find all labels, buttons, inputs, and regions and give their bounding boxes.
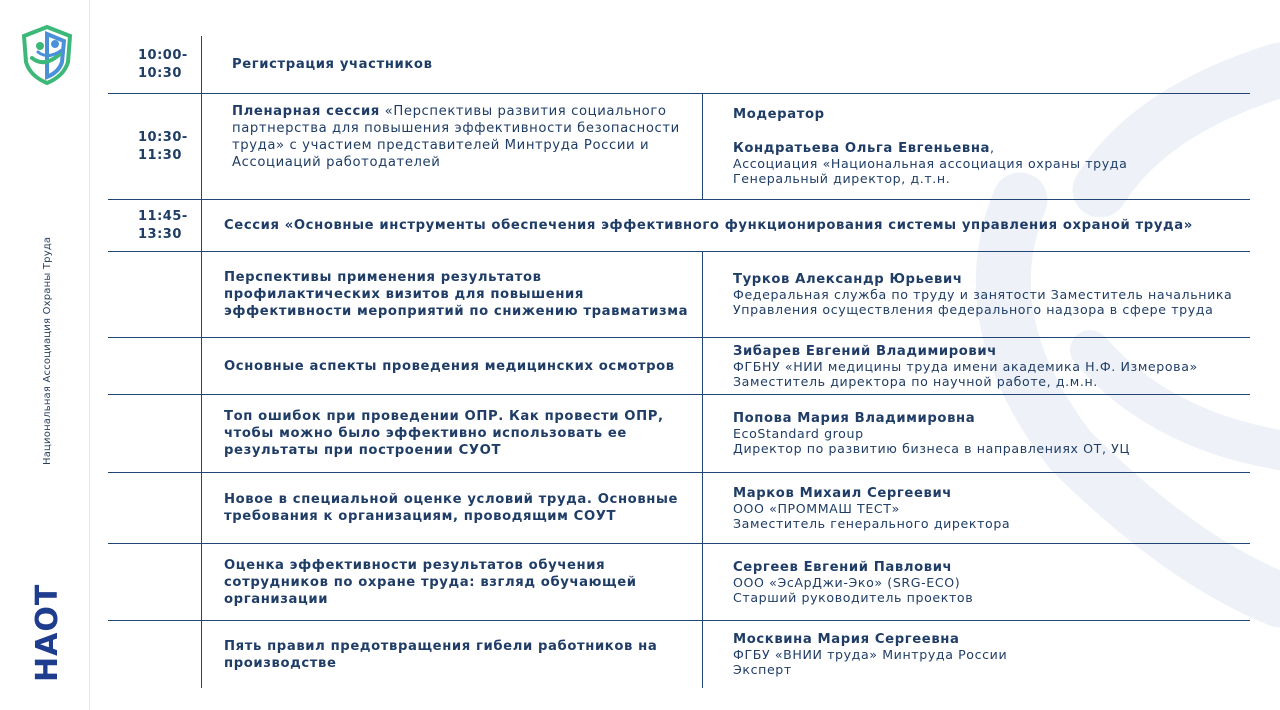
speaker-cell (702, 395, 1250, 472)
speaker-name: Турков Александр Юрьевич (733, 272, 963, 287)
title-cell: Основные аспекты проведения медицинских осмотров (224, 358, 675, 374)
session-description: «Перспективы развития социального партнерства для повышения эффективности безопасности труда» с участием представителей Минтруда России и Ассоциаций работодателей (232, 104, 680, 170)
speaker-name: Сергеев Евгений Павлович (733, 559, 953, 575)
agenda-table (108, 36, 1250, 688)
speaker-role: Старший руководитель проектов (733, 589, 974, 605)
agenda-row-talk (108, 473, 1250, 544)
title-cell (202, 94, 702, 199)
speaker-cell (702, 621, 1250, 688)
speaker-name: Попова Мария Владимировна (733, 411, 976, 426)
agenda-row-session (108, 200, 1250, 252)
speaker-role: Эксперт (733, 662, 792, 677)
title-cell: Пять правил предотвращения гибели работников на производстве (224, 638, 658, 671)
title-cell: Перспективы применения результатов профилактических визитов для повышения эффективности мероприятий по снижению травматизма (224, 270, 689, 319)
time-cell (108, 621, 202, 688)
title-cell: Оценка эффективности результатов обучения сотрудников по охране труда: взгляд обучающей организации (224, 557, 637, 607)
time-cell (108, 544, 202, 620)
agenda-row-talk (108, 252, 1250, 338)
speaker-cell (702, 252, 1250, 337)
speaker-org: Ассоциация «Национальная ассоциация охраны труда (733, 156, 1128, 171)
time-cell (108, 338, 202, 394)
organization-caption: Национальная Ассоциация Охраны Труда (42, 236, 53, 465)
speaker-org: EcoStandard group (733, 426, 864, 441)
time-cell (108, 395, 202, 472)
title-cell: Новое в специальной оценке условий труда. Основные требования к организациям, проводящим СОУТ (224, 492, 679, 524)
time-cell (108, 473, 202, 543)
speaker-name: Москвина Мария Сергеевна (733, 632, 960, 647)
time-cell: 11:45- 13:30 (108, 200, 202, 251)
agenda-row-registration (108, 36, 1250, 94)
session-label: Пленарная сессия (232, 104, 380, 119)
speaker-name: Марков Михаил Сергеевич (733, 485, 952, 501)
speaker-cell: Модератор Кондратьева Ольга Евгеньевна, Ассоциация «Национальная ассоциация охраны труда Генеральный директор, д.т.н. (702, 94, 1250, 199)
speaker-cell (702, 544, 1250, 620)
moderator-label: Модератор (733, 107, 825, 122)
brand-logotype: НАОТ (30, 583, 65, 682)
speaker-cell (702, 473, 1250, 543)
agenda-row-plenary (108, 94, 1250, 200)
speaker-org: ФГБУ «ВНИИ труда» Минтруда России (733, 647, 1008, 662)
speaker-org: ФГБНУ «НИИ медицины труда имени академика Н.Ф. Измерова» (733, 358, 1198, 374)
speaker-role: Заместитель директора по научной работе, д.м.н. (733, 373, 1098, 389)
title-cell: Топ ошибок при проведении ОПР. Как провести ОПР, чтобы можно было эффективно использовать ее результаты при построении СУОТ (224, 409, 664, 458)
speaker-role: Заместитель генерального директора (733, 515, 1011, 531)
agenda-row-talk (108, 621, 1250, 688)
naot-logo-icon (20, 24, 74, 86)
speaker-org: ООО «ЭсАрДжи-Эко» (SRG-ECO) (733, 574, 961, 590)
speaker-details: Федеральная служба по труду и занятости Заместитель начальника Управления осуществления федерального надзора в сфере труда (733, 287, 1233, 317)
speaker-name: Зибарев Евгений Владимирович (733, 343, 997, 359)
speaker-cell (702, 338, 1250, 394)
title-cell: Сессия «Основные инструменты обеспечения эффективного функционирования системы управления охраной труда» (224, 218, 1193, 233)
speaker-role: Директор по развитию бизнеса в направлениях ОТ, УЦ (733, 441, 1130, 456)
speaker-name: Кондратьева Ольга Евгеньевна (733, 141, 991, 156)
time-cell (108, 252, 202, 337)
sidebar (0, 0, 90, 710)
title-cell: Регистрация участников (232, 57, 433, 72)
time-cell: 10:00- 10:30 (108, 36, 202, 93)
speaker-org: ООО «ПРОММАШ ТЕСТ» (733, 500, 900, 516)
agenda-row-talk (108, 395, 1250, 473)
speaker-role: Генеральный директор, д.т.н. (733, 171, 951, 186)
agenda-row-talk (108, 338, 1250, 395)
agenda-row-talk (108, 544, 1250, 621)
time-cell: 10:30- 11:30 (108, 94, 202, 199)
